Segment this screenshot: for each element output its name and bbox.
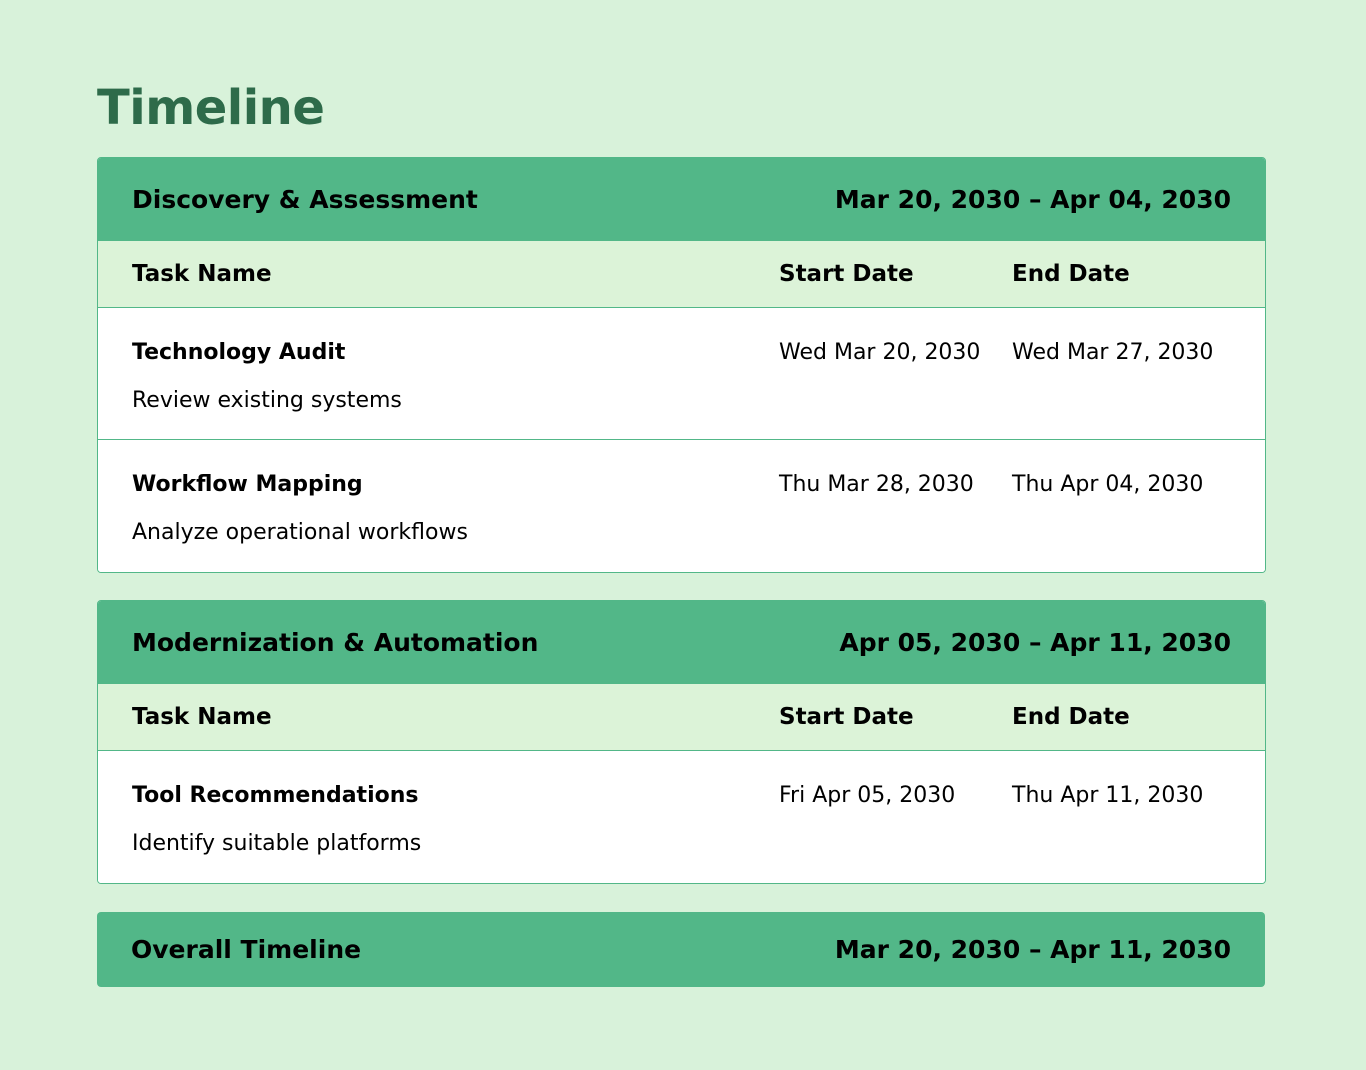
task-description: Identify suitable platforms (132, 831, 422, 856)
table-row (98, 308, 1265, 440)
task-cell (98, 470, 779, 548)
table-row (98, 440, 1265, 572)
table-row (98, 751, 1265, 883)
overall-label: Overall Timeline (131, 935, 362, 964)
column-header-task-name: Task Name (132, 261, 272, 287)
column-header-end-date: End Date (1012, 704, 1130, 730)
task-name: Technology Audit (132, 340, 346, 365)
phase-date-range: Mar 20, 2030 – Apr 04, 2030 (834, 185, 1231, 214)
phase-header (98, 601, 1265, 684)
task-description: Review existing systems (132, 388, 402, 413)
column-header-end-date: End Date (1012, 261, 1130, 287)
phase-name: Modernization & Automation (132, 628, 539, 657)
column-header-start-date: Start Date (779, 704, 914, 730)
column-header-row (98, 241, 1265, 308)
page-title: Timeline (97, 80, 325, 136)
task-description: Analyze operational workflows (132, 520, 468, 545)
phase-card-modernization (97, 600, 1266, 884)
task-start-date: Wed Mar 20, 2030 (779, 340, 981, 365)
phase-header (98, 158, 1265, 241)
phase-card-discovery (97, 157, 1266, 573)
overall-date-range: Mar 20, 2030 – Apr 11, 2030 (834, 935, 1231, 964)
column-header-task-name: Task Name (132, 704, 272, 730)
task-end-date: Wed Mar 27, 2030 (1012, 340, 1214, 365)
phase-date-range: Apr 05, 2030 – Apr 11, 2030 (839, 628, 1231, 657)
task-end-date: Thu Apr 04, 2030 (1012, 472, 1204, 497)
task-start-date: Thu Mar 28, 2030 (779, 472, 974, 497)
phase-name: Discovery & Assessment (132, 185, 478, 214)
task-name: Tool Recommendations (132, 783, 419, 808)
column-header-row (98, 684, 1265, 751)
overall-timeline-bar (97, 912, 1265, 987)
task-cell (98, 338, 779, 416)
task-name: Workflow Mapping (132, 472, 363, 497)
task-cell (98, 781, 779, 859)
column-header-start-date: Start Date (779, 261, 914, 287)
task-start-date: Fri Apr 05, 2030 (779, 783, 956, 808)
task-end-date: Thu Apr 11, 2030 (1012, 783, 1204, 808)
